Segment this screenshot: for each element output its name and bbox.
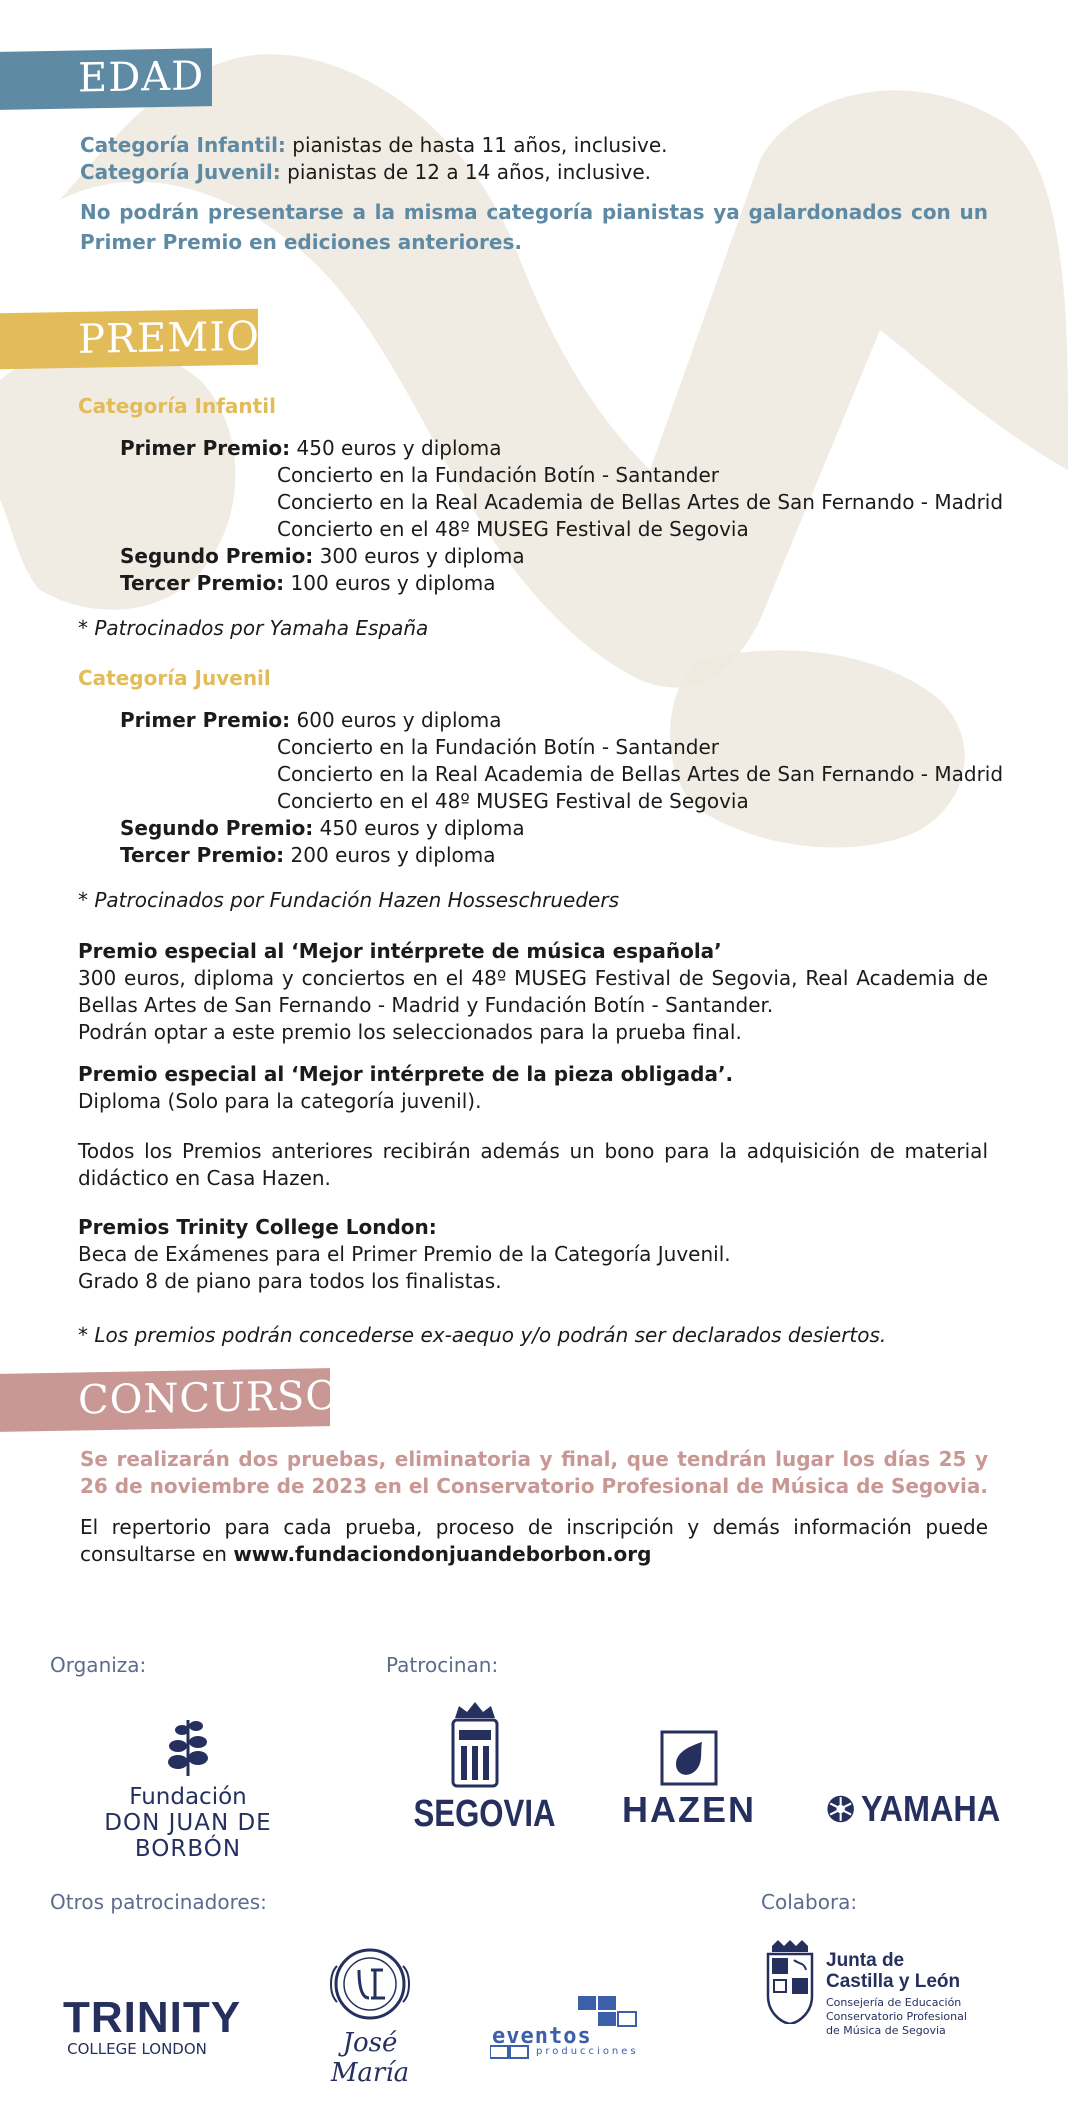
juvenil-concierto-3: Concierto en el 48º MUSEG Festival de Segovia [277,789,749,813]
junta-shield-icon [764,1940,816,2024]
junta-text [826,1950,967,2038]
juvenil-heading: Categoría Juvenil [78,666,271,690]
website-link[interactable]: www.fundaciondonjuandeborbon.org [233,1542,652,1566]
segovia-wordmark: SEGOVIA [413,1793,556,1835]
especial-musica-heading [78,938,722,965]
especial-musica-body: 300 euros, diploma y conciertos en el 48º MUSEG Festival de Segovia, Real Academia de Bellas Artes de San Fernando - Madrid y Fundación Botín - Santander. [78,966,988,1017]
especial-musica-note: Podrán optar a este premio los seleccionados para la prueba final. [78,1020,742,1044]
juvenil-concierto-2: Concierto en la Real Academia de Bellas Artes de San Fernando - Madrid [277,762,1004,786]
juvenil-tercer-premio [120,842,496,869]
concurso-fechas: Se realizarán dos pruebas, eliminatoria y final, que tendrán lugar los días 25 y 26 de noviembre de 2023 en el Conservatorio Profesional de Música de Segovia. [80,1447,988,1498]
section-banner-edad [0,48,212,110]
value: 100 euros y diploma [284,571,496,595]
trinity-heading [78,1214,437,1241]
especial-pieza-heading [78,1061,733,1088]
label: Tercer Premio: [120,571,285,595]
juvenil-segundo-premio [120,815,525,842]
jose-maria-wordmark: José María [330,2028,410,2088]
trinity-line-2: Grado 8 de piano para todos los finalistas. [78,1269,502,1293]
infantil-concierto-2: Concierto en la Real Academia de Bellas Artes de San Fernando - Madrid [277,490,1004,514]
value: 600 euros y diploma [290,708,502,732]
segovia-logo [400,1700,556,1835]
hazen-wordmark: HAZEN [622,1789,756,1830]
section-title: PREMIO [78,313,260,363]
infantil-segundo-premio [120,543,525,570]
value: 450 euros y diploma [313,816,525,840]
hazen-drop-icon [660,1730,718,1786]
section-title: EDAD [78,53,205,102]
label: Segundo Premio: [120,816,314,840]
segovia-crest-icon [449,1700,501,1790]
bono-text: Todos los Premios anteriores recibirán además un bono para la adquisición de material didáctico en Casa Hazen. [78,1139,988,1190]
yamaha-logo [826,1788,1016,1830]
infantil-heading: Categoría Infantil [78,394,276,418]
label: Segundo Premio: [120,544,314,568]
trinity-wordmark: TRINITY [62,1993,242,2042]
colabora-label: Colabora: [761,1890,858,1914]
infantil-tercer-premio [120,570,496,597]
value: 200 euros y diploma [284,843,496,867]
eventos-wordmark: eventos [492,2024,592,2049]
juvenil-primer-premio [120,707,501,734]
section-banner-premio [0,309,258,370]
label: Primer Premio: [120,708,291,732]
infantil-primer-premio [120,435,501,462]
edad-note: No podrán presentarse a la misma categoría pianistas ya galardonados con un Primer Premio en ediciones anteriores. [80,200,988,254]
eventos-subtitle: producciones [536,2046,639,2057]
text: Premio especial al ‘Mejor intérprete de la pieza obligada’. [78,1062,734,1086]
eventos-logo [490,1994,660,2064]
junta-line-2: Castilla y León [826,1971,961,1992]
value: pianistas de hasta 11 años, inclusive. [285,133,668,157]
ex-aequo-note [78,1322,886,1349]
infantil-concierto-3: Concierto en el 48º MUSEG Festival de Segovia [277,517,749,541]
trinity-logo [52,1993,252,2058]
yamaha-wordmark: YAMAHA [861,1788,1001,1829]
infantil-concierto-1: Concierto en la Fundación Botín - Santander [277,463,720,487]
trinity-line-1: Beca de Exámenes para el Primer Premio de la Categoría Juvenil. [78,1242,731,1266]
section-banner-concurso [0,1368,340,1432]
patrocinan-label: Patrocinan: [386,1653,499,1677]
value: pianistas de 12 a 14 años, inclusive. [280,160,651,184]
junta-sub-1: Consejería de Educación [826,1996,962,2009]
especial-pieza-body: Diploma (Solo para la categoría juvenil). [78,1089,482,1113]
fundacion-logo [48,1714,328,1862]
label: Categoría Juvenil: [80,160,281,184]
text: * Patrocinados por Fundación Hazen Hosseschrueders [78,888,619,912]
junta-logo [764,1940,1004,2038]
junta-line-1: Junta de [826,1950,905,1971]
jose-maria-logo [300,1940,440,2088]
infantil-sponsor-note [78,615,428,642]
text: Premio especial al ‘Mejor intérprete de música española’ [78,939,722,963]
edad-juvenil-line [80,159,651,186]
yamaha-tuning-fork-icon [826,1788,855,1830]
hazen-logo [604,1730,774,1830]
text: * Los premios podrán concederse ex-aequo y/o podrán ser declarados desiertos. [78,1323,887,1347]
jose-maria-crest-icon [325,1940,415,2024]
junta-sub-3: de Música de Segovia [826,2024,946,2037]
fundacion-line-1: Fundación [129,1784,247,1810]
organiza-label: Organiza: [50,1653,147,1677]
concurso-info [80,1514,988,1568]
label: Tercer Premio: [120,843,285,867]
text: El repertorio para cada prueba, proceso de inscripción y demás información puede consultarse en [80,1515,988,1566]
juvenil-concierto-1: Concierto en la Fundación Botín - Santander [277,735,720,759]
text: Premios Trinity College London: [78,1215,437,1239]
otros-patrocinadores-label: Otros patrocinadores: [50,1890,267,1914]
text: * Patrocinados por Yamaha España [78,616,429,640]
label: Primer Premio: [120,436,291,460]
juvenil-sponsor-note [78,887,619,914]
trinity-subtitle: COLLEGE LONDON [67,2040,207,2058]
fundacion-emblem-icon [158,1714,218,1780]
section-title: CONCURSO [78,1372,340,1424]
junta-sub-2: Conservatorio Profesional [826,2010,967,2023]
value: 300 euros y diploma [313,544,525,568]
edad-infantil-line [80,132,668,159]
value: 450 euros y diploma [290,436,502,460]
fundacion-line-2: DON JUAN DE BORBÓN [104,1810,272,1862]
label: Categoría Infantil: [80,133,286,157]
